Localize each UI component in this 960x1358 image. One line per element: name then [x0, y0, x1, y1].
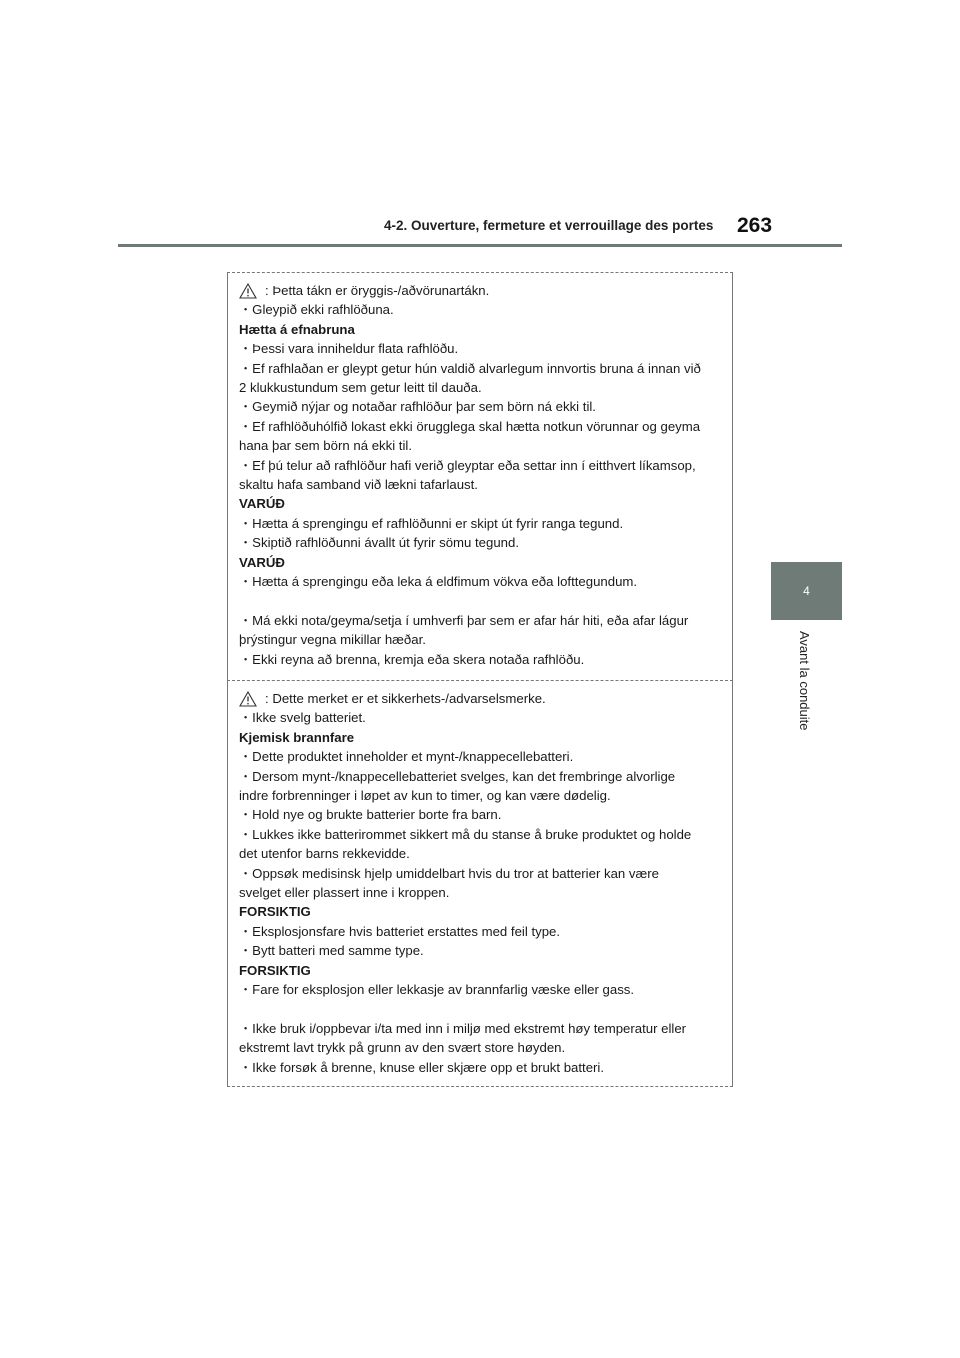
warning-line: ・Ikke bruk i/oppbevar i/ta med inn i miljø med ekstremt høy temperatur eller	[239, 1020, 687, 1036]
warning-line: ・Ef rafhlöðuhólfið lokast ekki örugglega skal hætta notkun vörunnar og geyma	[239, 418, 701, 434]
blank-line	[239, 1000, 721, 1019]
chapter-number: 4	[803, 584, 810, 598]
warning-line: ・Hætta á sprengingu ef rafhlöðunni er skipt út fyrir ranga tegund.	[239, 515, 624, 531]
warning-line: ・Ikke svelg batteriet.	[239, 710, 366, 726]
warning-line: 2 klukkustundum sem getur leitt til dauða.	[239, 380, 482, 396]
warning-line: hana þar sem börn ná ekki til.	[239, 438, 412, 454]
warning-line: ・Ikke forsøk å brenne, knuse eller skjære opp et brukt batteri.	[239, 1059, 605, 1075]
warning-line: ・Þessi vara inniheldur flata rafhlöðu.	[239, 341, 459, 357]
warning-line: skaltu hafa samband við lækni tafarlaust.	[239, 477, 478, 493]
warning-line: ・Skiptið rafhlöðunni ávallt út fyrir sömu tegund.	[239, 535, 520, 551]
warning-line: indre forbrenninger i løpet av kun to timer, og kan være dødelig.	[239, 788, 611, 804]
warning-heading: Hætta á efnabruna	[239, 321, 355, 337]
warning-line: ・Dersom mynt-/knappecellebatteriet svelges, kan det frembringe alvorlige	[239, 768, 676, 784]
warning-heading: Kjemisk brannfare	[239, 729, 355, 745]
symbol-legend-text: : Dette merket er et sikkerhets-/advarselsmerke.	[265, 691, 546, 706]
warning-line: ・Lukkes ikke batterirommet sikkert må du stanse å bruke produktet og holde	[239, 826, 692, 842]
warning-line: ・Ef rafhlaðan er gleypt getur hún valdið alvarlegum innvortis bruna á innan við	[239, 360, 701, 376]
warning-line: ・Oppsøk medisinsk hjelp umiddelbart hvis du tror at batterier kan være	[239, 865, 659, 881]
blank-line	[239, 592, 721, 611]
warning-line: ・Hætta á sprengingu eða leka á eldfimum vökva eða lofttegundum.	[239, 574, 638, 590]
warning-triangle-icon	[239, 691, 257, 707]
warning-line: ・Eksplosjonsfare hvis batteriet erstattes med feil type.	[239, 923, 561, 939]
warning-line: ・Ekki reyna að brenna, kremja eða skera notaða rafhlöðu.	[239, 651, 585, 667]
warning-heading: VARÚÐ	[239, 496, 285, 512]
warning-line: ・Ef þú telur að rafhlöður hafi verið gleyptar eða settar inn í eitthvert líkamsop,	[239, 457, 696, 473]
section-title: 4-2. Ouverture, fermeture et verrouillage des portes	[384, 218, 714, 233]
warning-line: ・Dette produktet inneholder et mynt-/knappecellebatteri.	[239, 749, 574, 765]
warning-line: ・Má ekki nota/geyma/setja í umhverfi þar sem er afar hár hiti, eða afar lágur	[239, 612, 689, 628]
warning-line: ・Gleypið ekki rafhlöðuna.	[239, 302, 394, 318]
warning-text-norwegian	[239, 708, 721, 1077]
warning-box-norwegian	[227, 681, 733, 1087]
warning-heading: VARÚÐ	[239, 554, 285, 570]
warning-line: ・Fare for eksplosjon eller lekkasje av brannfarlig væske eller gass.	[239, 982, 635, 998]
chapter-label: Avant la conduite	[797, 631, 812, 731]
warning-line: ・Geymið nýjar og notaðar rafhlöður þar sem börn ná ekki til.	[239, 399, 596, 415]
warning-line: det utenfor barns rekkevidde.	[239, 846, 410, 862]
warning-line: ekstremt lavt trykk på grunn av den svært store høyden.	[239, 1040, 566, 1056]
warning-heading: FORSIKTIG	[239, 962, 311, 978]
warning-line: ・Bytt batteri med samme type.	[239, 943, 424, 959]
symbol-legend-text: : Þetta tákn er öryggis-/aðvörunartákn.	[265, 283, 490, 298]
header-divider	[118, 244, 842, 247]
warning-box-icelandic	[227, 272, 733, 681]
symbol-legend-icelandic	[239, 281, 721, 300]
warning-triangle-icon	[239, 283, 257, 299]
chapter-tab	[771, 562, 842, 620]
symbol-legend-norwegian	[239, 689, 721, 708]
warning-line: svelget eller plassert inne i kroppen.	[239, 885, 450, 901]
warning-line: þrýstingur vegna mikillar hæðar.	[239, 632, 426, 648]
warning-text-icelandic	[239, 300, 721, 669]
warning-line: ・Hold nye og brukte batterier borte fra barn.	[239, 807, 502, 823]
page-number: 263	[737, 214, 773, 237]
warning-heading: FORSIKTIG	[239, 904, 311, 920]
